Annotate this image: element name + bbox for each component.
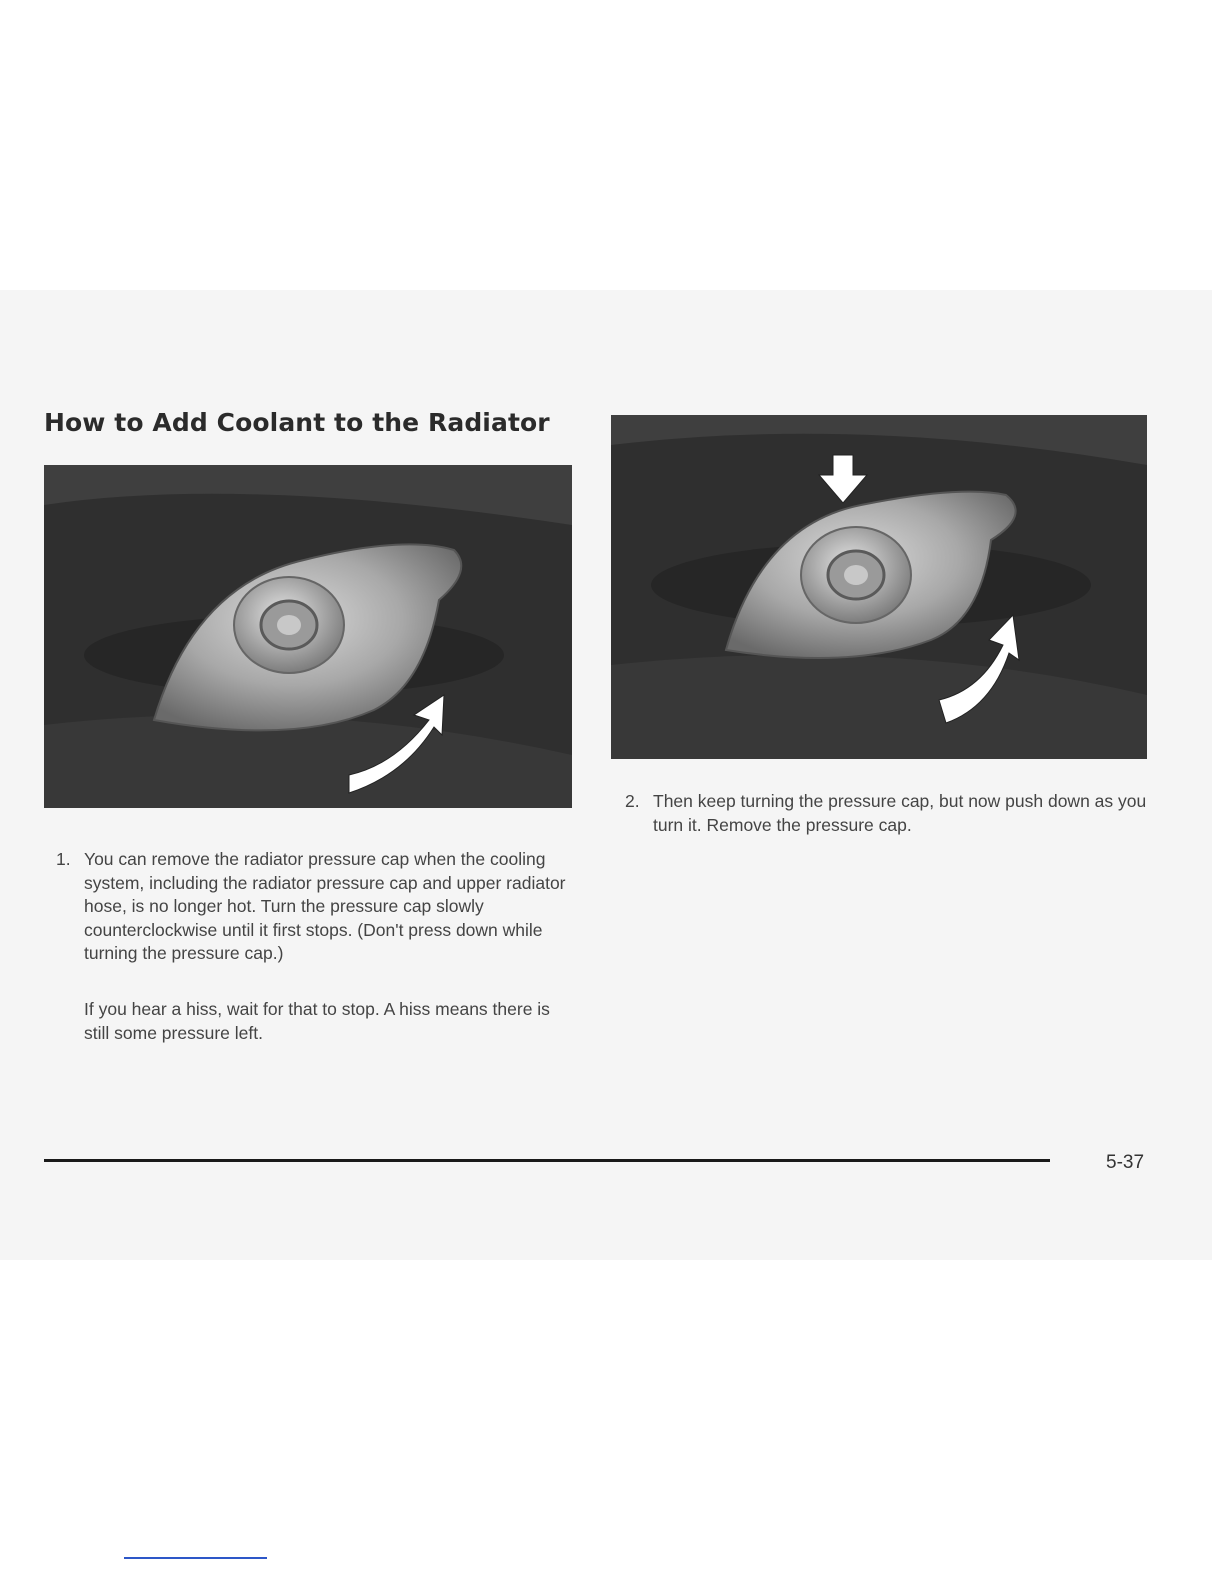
- step-1-number: 1.: [56, 849, 71, 869]
- step-1-note: If you hear a hiss, wait for that to stop. A hiss means there is still some pressure left.: [84, 999, 550, 1043]
- page-number: 5-37: [1106, 1152, 1145, 1173]
- photo-radiator-cap-push-turn: [611, 415, 1147, 759]
- step-2-text: Then keep turning the pressure cap, but now push down as you turn it. Remove the pressure cap.: [653, 791, 1147, 835]
- bottom-link-line[interactable]: [124, 1557, 267, 1559]
- radiator-cap-illustration-2: [611, 415, 1147, 759]
- photo-radiator-cap-turn: [44, 465, 572, 808]
- step-1: [56, 848, 574, 966]
- step-2-number: 2.: [625, 791, 640, 811]
- page-title: How to Add Coolant to the Radiator: [44, 408, 550, 437]
- radiator-cap-illustration-1: [44, 465, 572, 808]
- step-2: [625, 790, 1153, 837]
- step-1-text: You can remove the radiator pressure cap when the cooling system, including the radiator pressure cap and upper radiator hose, is no longer hot. Turn the pressure cap slowly counterclockwise until it first stops. (Don't press down while turning the pressure cap.): [84, 849, 566, 963]
- footer-rule: [44, 1159, 1050, 1162]
